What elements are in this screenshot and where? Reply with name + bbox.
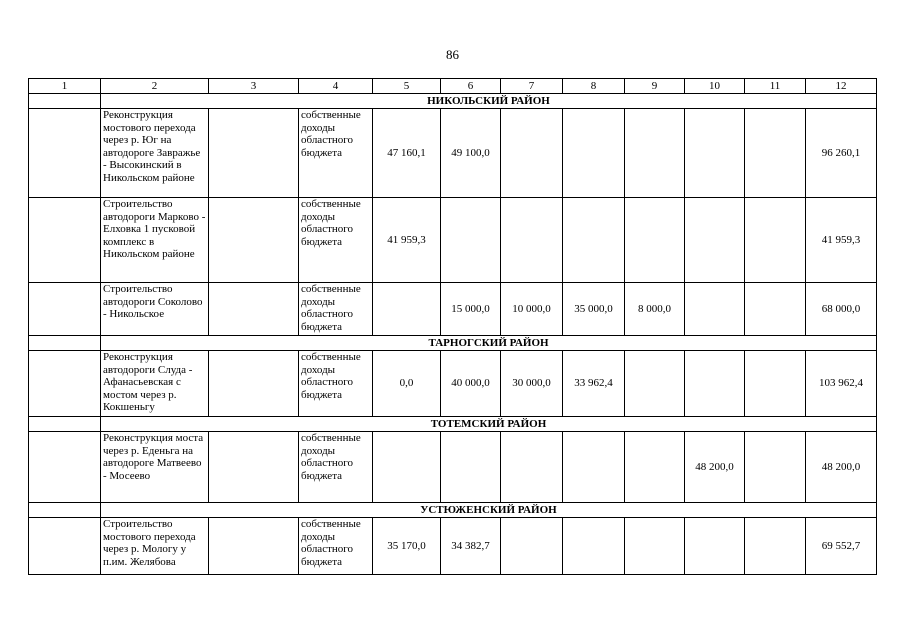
column-header: 5	[373, 79, 441, 94]
value-cell	[745, 351, 806, 417]
value-cell	[563, 518, 625, 575]
value-cell	[685, 109, 745, 198]
total-cell: 41 959,3	[806, 198, 877, 283]
district-heading: НИКОЛЬСКИЙ РАЙОН	[101, 94, 877, 109]
total-cell: 69 552,7	[806, 518, 877, 575]
value-cell	[441, 432, 501, 503]
district-heading: ТАРНОГСКИЙ РАЙОН	[101, 336, 877, 351]
column-header: 4	[299, 79, 373, 94]
value-cell	[501, 518, 563, 575]
value-cell	[685, 198, 745, 283]
total-cell: 103 962,4	[806, 351, 877, 417]
funding-source: собственные доходы областного бюджета	[299, 283, 373, 336]
value-cell: 10 000,0	[501, 283, 563, 336]
value-cell: 8 000,0	[625, 283, 685, 336]
value-cell	[745, 432, 806, 503]
value-cell	[745, 518, 806, 575]
value-cell: 40 000,0	[441, 351, 501, 417]
table-row	[29, 283, 877, 336]
page-number: 86	[446, 47, 459, 62]
value-cell: 47 160,1	[373, 109, 441, 198]
funding-source: собственные доходы областного бюджета	[299, 351, 373, 417]
value-cell: 35 170,0	[373, 518, 441, 575]
project-name: Строительство мостового перехода через р. Мологу у п.им. Желябова	[101, 518, 209, 575]
value-cell: 35 000,0	[563, 283, 625, 336]
total-cell: 96 260,1	[806, 109, 877, 198]
column-header: 2	[101, 79, 209, 94]
value-cell: 41 959,3	[373, 198, 441, 283]
column-number-row	[29, 79, 877, 94]
value-cell	[745, 283, 806, 336]
value-cell: 49 100,0	[441, 109, 501, 198]
value-cell	[625, 351, 685, 417]
district-row	[29, 417, 877, 432]
value-cell	[563, 109, 625, 198]
value-cell	[685, 518, 745, 575]
project-name: Реконструкция моста через р. Еденьга на автодороге Матвеево - Мосеево	[101, 432, 209, 503]
project-name: Строительство автодороги Соколово - Никольское	[101, 283, 209, 336]
value-cell: 30 000,0	[501, 351, 563, 417]
value-cell	[501, 198, 563, 283]
value-cell	[441, 198, 501, 283]
value-cell: 33 962,4	[563, 351, 625, 417]
district-heading: ТОТЕМСКИЙ РАЙОН	[101, 417, 877, 432]
column-header: 12	[806, 79, 877, 94]
column-header: 1	[29, 79, 101, 94]
value-cell	[373, 432, 441, 503]
funding-source: собственные доходы областного бюджета	[299, 109, 373, 198]
value-cell	[501, 109, 563, 198]
column-header: 7	[501, 79, 563, 94]
column-header: 11	[745, 79, 806, 94]
value-cell	[745, 109, 806, 198]
value-cell	[563, 198, 625, 283]
value-cell	[745, 198, 806, 283]
value-cell	[501, 432, 563, 503]
column-header: 3	[209, 79, 299, 94]
total-cell: 48 200,0	[806, 432, 877, 503]
budget-table	[28, 78, 877, 575]
column-header: 8	[563, 79, 625, 94]
funding-source: собственные доходы областного бюджета	[299, 198, 373, 283]
value-cell	[563, 432, 625, 503]
funding-source: собственные доходы областного бюджета	[299, 518, 373, 575]
district-row	[29, 94, 877, 109]
value-cell	[625, 109, 685, 198]
value-cell	[685, 351, 745, 417]
value-cell: 34 382,7	[441, 518, 501, 575]
funding-source: собственные доходы областного бюджета	[299, 432, 373, 503]
value-cell	[625, 198, 685, 283]
total-cell: 68 000,0	[806, 283, 877, 336]
column-header: 6	[441, 79, 501, 94]
table-row	[29, 351, 877, 417]
district-row	[29, 503, 877, 518]
value-cell	[625, 518, 685, 575]
district-heading: УСТЮЖЕНСКИЙ РАЙОН	[101, 503, 877, 518]
table-row	[29, 432, 877, 503]
column-header: 10	[685, 79, 745, 94]
project-name: Реконструкция мостового перехода через р. Юг на автодороге Завражье - Высокинский в Никольском районе	[101, 109, 209, 198]
value-cell	[685, 283, 745, 336]
value-cell	[625, 432, 685, 503]
table-row	[29, 198, 877, 283]
value-cell: 15 000,0	[441, 283, 501, 336]
table-row	[29, 518, 877, 575]
value-cell: 48 200,0	[685, 432, 745, 503]
value-cell	[373, 283, 441, 336]
project-name: Реконструкция автодороги Слуда - Афанасьевская с мостом через р. Кокшеньгу	[101, 351, 209, 417]
table-row	[29, 109, 877, 198]
district-row	[29, 336, 877, 351]
column-header: 9	[625, 79, 685, 94]
project-name: Строительство автодороги Марково - Елховка 1 пусковой комплекс в Никольском районе	[101, 198, 209, 283]
value-cell: 0,0	[373, 351, 441, 417]
